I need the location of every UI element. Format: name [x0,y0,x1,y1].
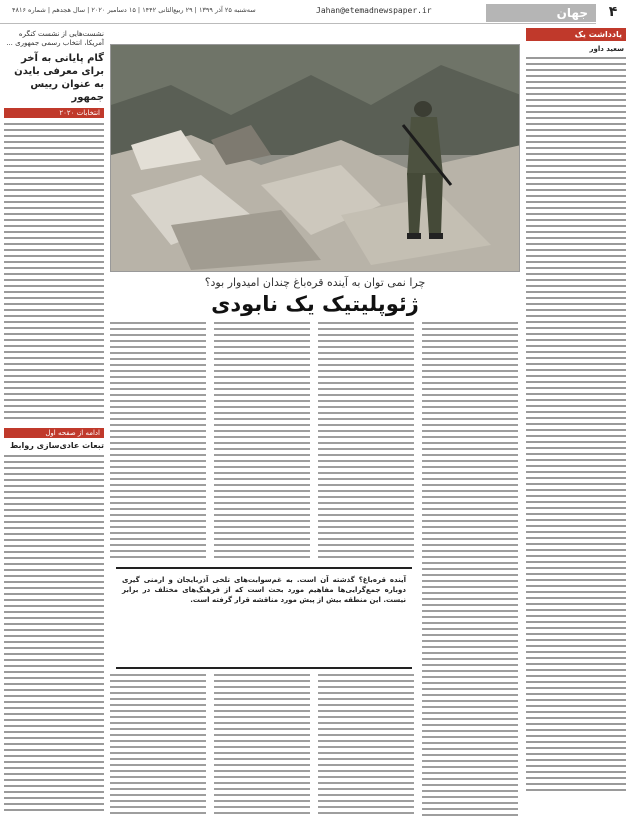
text-lines-graphic [526,57,626,797]
column-body-text [526,57,626,800]
pull-quote: آینده قره‌باغ؟ گذشته آن است. به غم‌سوابت‌های تلخی آذربایجان و ارمنی گیری دوباره جمع‌گرایی‌ها مفاهیم مورد بحث است که از فرهنگ‌های مختلف در برابر نیست. این منطقه بیش از پیش مورد مناقشه قرار گرفته است. [116,567,412,669]
left-lead-text: نشست‌هایی از نشست کنگره آمریکا، انتخاب رسمی جمهوری ... [6,30,104,47]
page-header [0,0,630,24]
rubble-soldier-image [111,45,520,272]
left-tag-continued: ادامه از صفحه اول [4,428,104,438]
section-email: Jahan@etemadnewspaper.ir [316,6,432,15]
left-body-text-graphic [4,121,104,421]
author-name: سعید داور [589,45,624,53]
left-tag-elections: انتخابات ۲۰۲۰ [4,108,104,118]
article-title: ژئوپلیتیک یک نابودی [211,292,419,316]
section-title: جهان [486,4,596,22]
column-tag: یادداشت یک [526,28,626,41]
page-number: ۴ [596,0,630,24]
article-photo [110,44,520,272]
issue-date-line: سه‌شنبه ۲۵ آذر ۱۳۹۹ | ۲۹ ربیع‌الثانی ۱۴۴۲ | ۱۵ دسامبر ۲۰۲۰ | سال هجدهم | شماره ۴۸۱۶ [12,6,256,14]
right-column [526,28,626,818]
left-body-text-graphic-2 [4,453,104,815]
article-subtitle: چرا نمی توان به آینده قره‌باغ چندان امیدوار بود؟ [204,276,426,289]
left-subheadline: تبعات عادی‌سازی روابط [9,441,104,450]
left-column [4,30,104,815]
left-headline: گام پایانی به آخر برای معرفی بایدن به عنوان رییس جمهور [14,53,104,103]
